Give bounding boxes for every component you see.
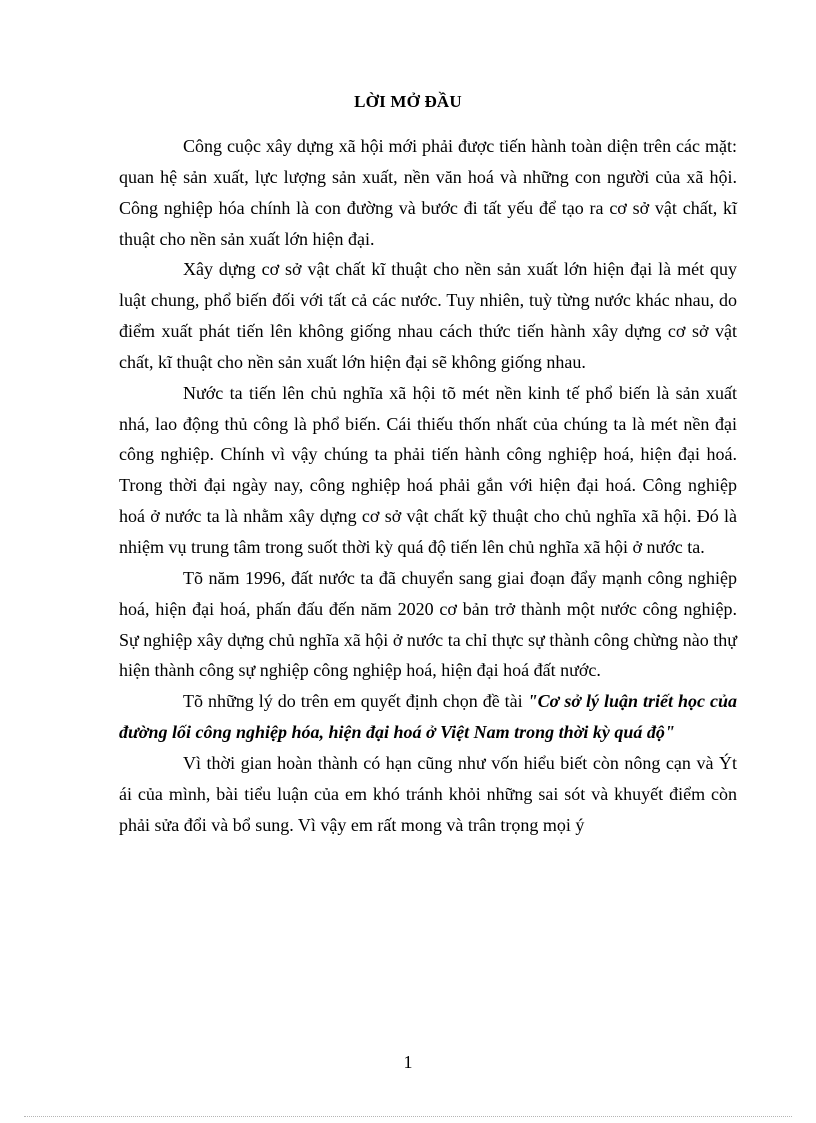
paragraph-infrastructure: Xây dựng cơ sở vật chất kĩ thuật cho nền sản xuất lớn hiện đại là mét quy luật chung, phổ biến đối với tất cả các nước. Tuy nhiên, tuỳ từng nước khác nhau, do điểm xuất phát tiến lên không giống nhau cách thức tiến hành xây dựng cơ sở vật chất, kĩ thuật cho nền sản xuất lớn hiện đại sẽ không giống nhau.	[119, 259, 737, 372]
paragraph-topic-choice	[119, 686, 737, 748]
paragraph-since-1996: Tõ năm 1996, đất nước ta đã chuyển sang giai đoạn đẩy mạnh công nghiệp hoá, hiện đại hoá, phấn đấu đến năm 2020 cơ bản trở thành một nước công nghiệp. Sự nghiệp xây dựng chủ nghĩa xã hội ở nước ta chỉ thực sự thành công chừng nào thự hiện thành công sự nghiệp công nghiệp hoá, hiện đại hoá đất nước.	[119, 567, 737, 681]
body-text	[119, 131, 737, 840]
page-title: LỜI MỞ ĐẦU	[354, 92, 462, 111]
page-bottom-divider	[24, 1116, 792, 1117]
paragraph-intro: Công cuộc xây dựng xã hội mới phải được tiến hành toàn diện trên các mặt: quan hệ sản xuất, lực lượng sản xuất, nền văn hoá và những con người của xã hội. Công nghiệp hóa chính là con đường và bước đi tất yếu để tạo ra cơ sở vật chất, kĩ thuật cho nền sản xuất lớn hiện đại.	[119, 136, 737, 249]
topic-title: "Cơ sở lý luận triết học của đường lối công nghiệp hóa, hiện đại hoá ở Việt Nam trong thời kỳ quá độ"	[119, 691, 737, 743]
paragraph-closing: Vì thời gian hoàn thành có hạn cũng như vốn hiểu biết còn nông cạn và Ýt ái của mình, bài tiểu luận của em khó tránh khỏi những sai sót và khuyết điểm còn phải sửa đổi và bổ sung. Vì vậy em rất mong và trân trọng mọi ý	[119, 752, 737, 835]
paragraph-vietnam-context: Nước ta tiến lên chủ nghĩa xã hội tõ mét nền kinh tế phổ biến là sản xuất nhá, lao động thủ công là phổ biến. Cái thiếu thốn nhất của chúng ta là mét nền đại công nghiệp. Chính vì vậy chúng ta phải tiến hành công nghiệp hoá, hiện đại hoá. Trong thời đại ngày nay, công nghiệp hoá phải gắn với hiện đại hoá. Công nghiệp hoá ở nước ta là nhằm xây dựng cơ sở vật chất kỹ thuật cho chủ nghĩa xã hội. Đó là nhiệm vụ trung tâm trong suốt thời kỳ quá độ tiến lên chủ nghĩa xã hội ở nước ta.	[119, 382, 737, 557]
page-number: 1	[403, 1052, 413, 1072]
topic-lead-text: Tõ những lý do trên em quyết định chọn đề tài	[183, 691, 528, 712]
